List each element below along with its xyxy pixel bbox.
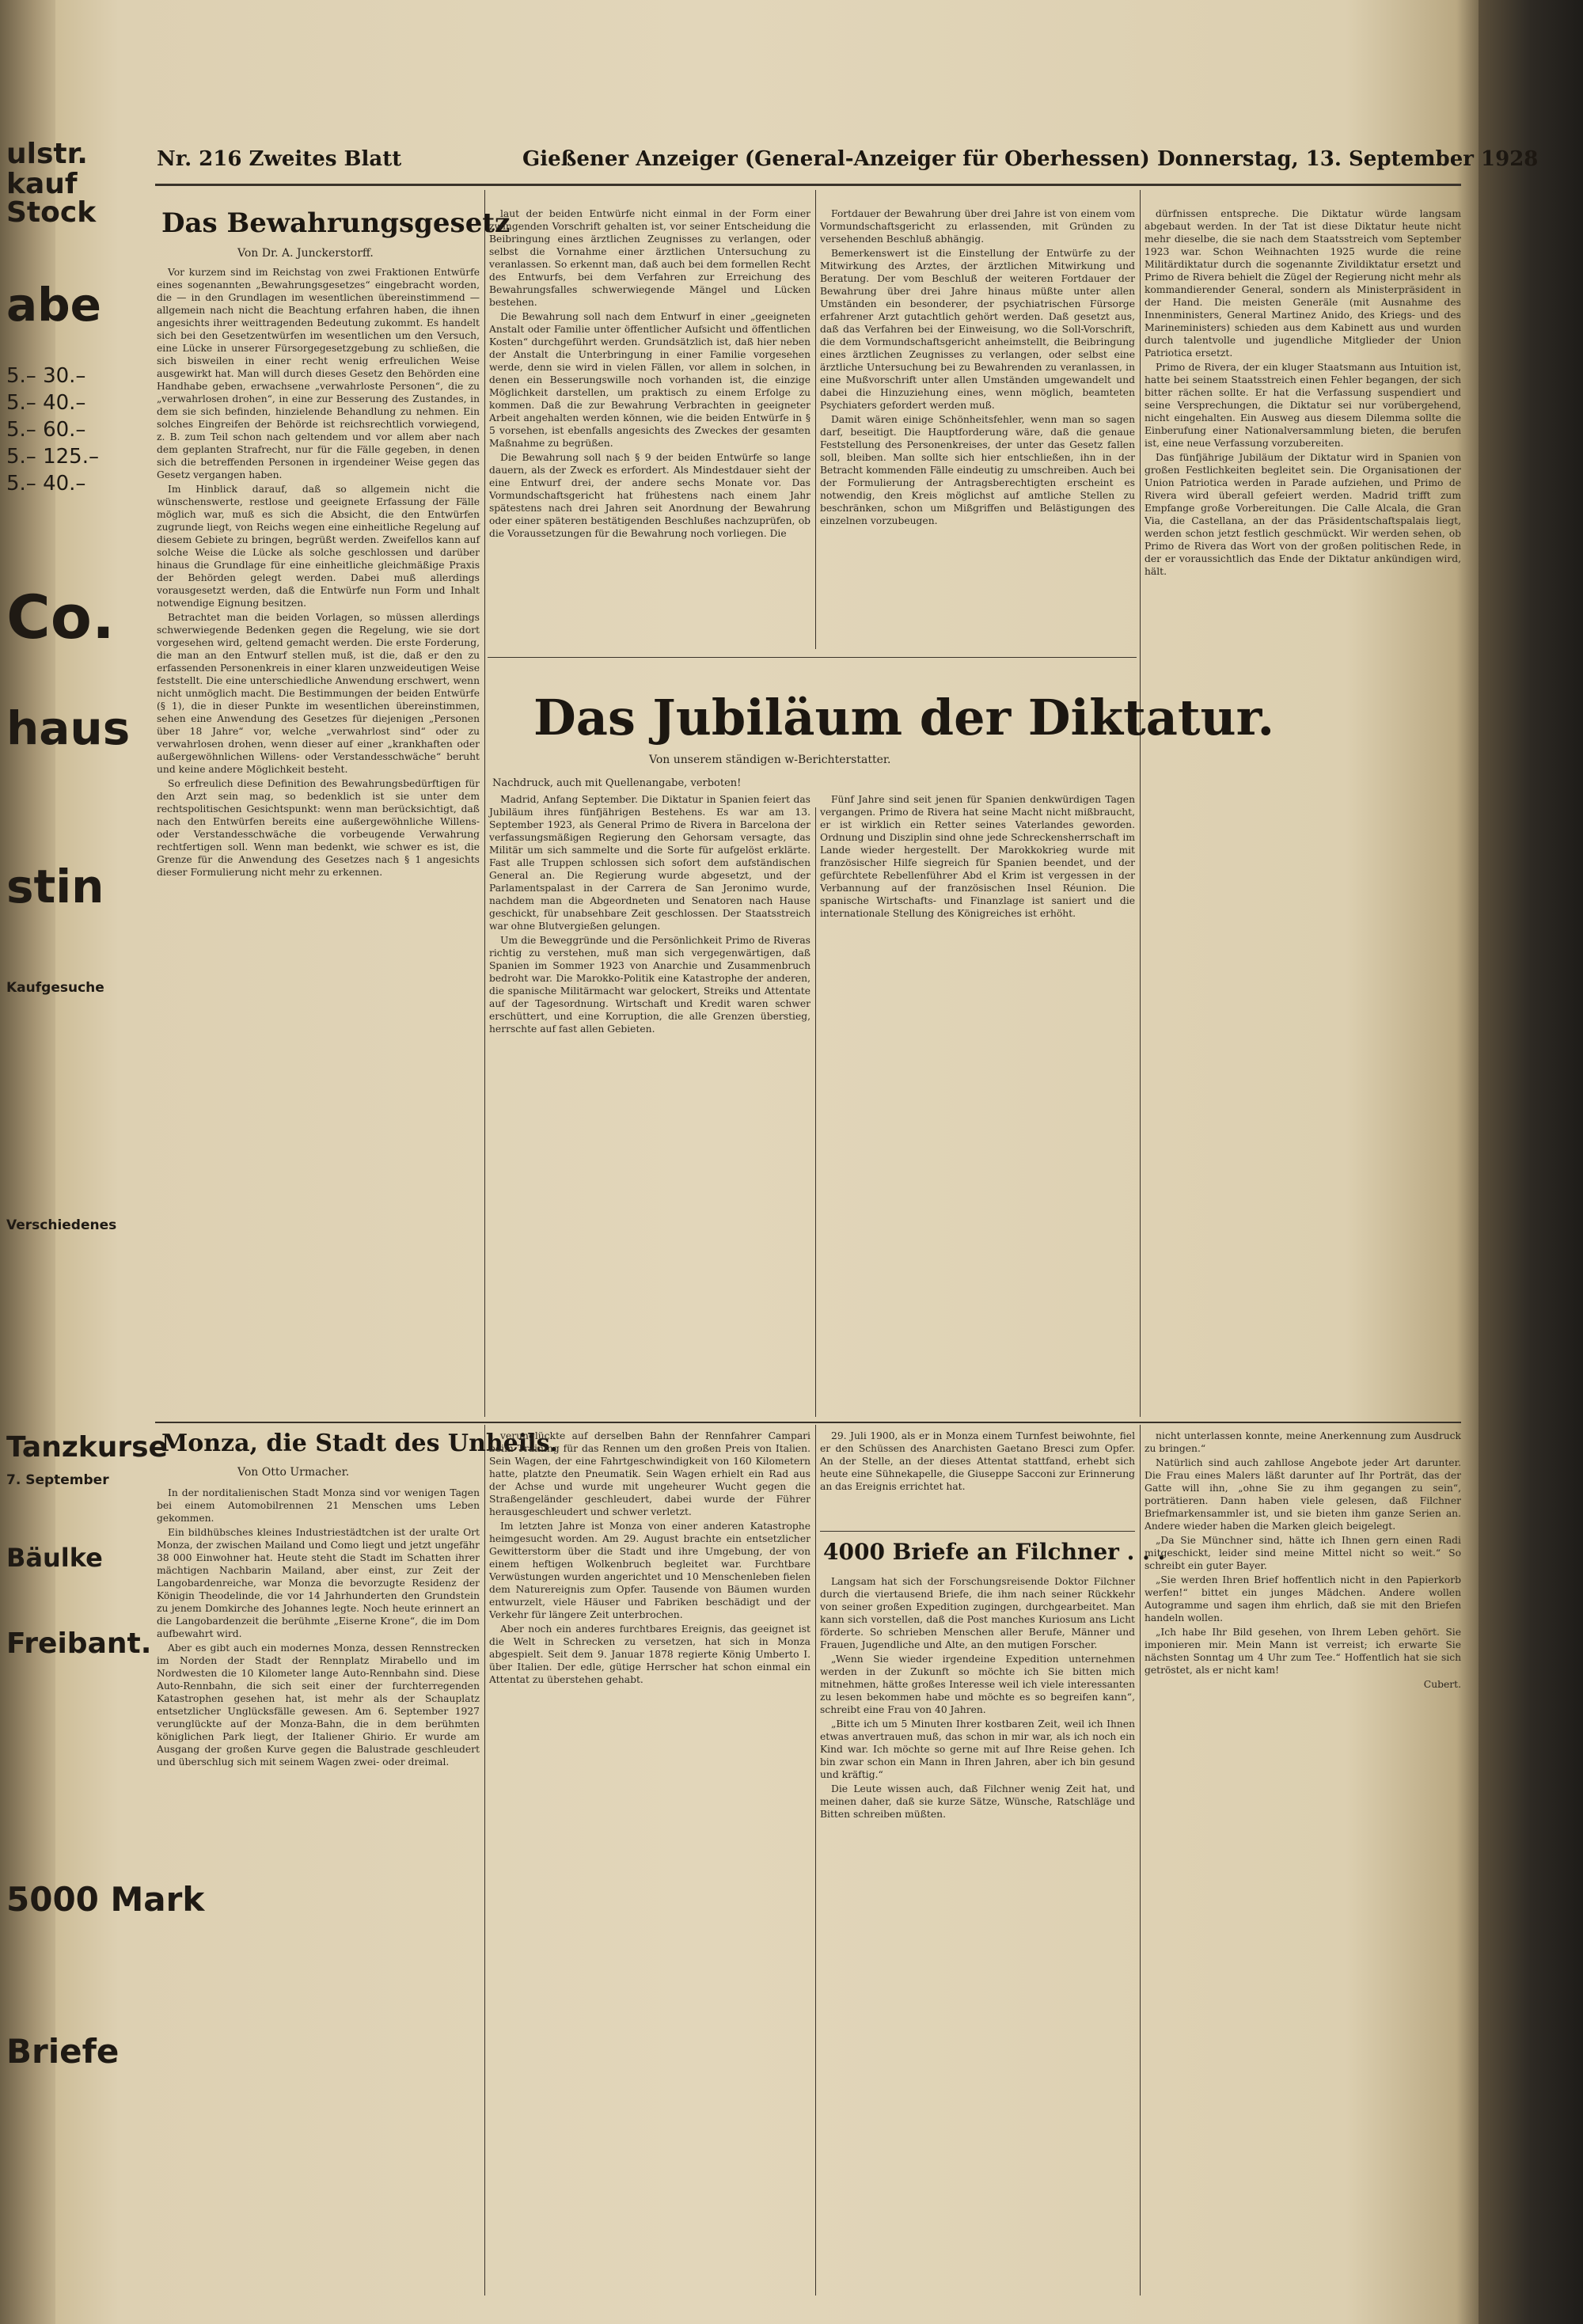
strip-text: 5000 Mark bbox=[6, 1880, 205, 1919]
reprint-note: Nachdruck, auch mit Quellenangabe, verboten! bbox=[492, 777, 742, 789]
article-paragraph: Um die Beweggründe und die Persönlichkeit Primo de Riveras richtig zu verstehen, muß man sich vergegenwärtigen, daß Spanien im Sommer 1923 von Anarchie und Zusammenbruch bedroht war. Die Marokko-Politik eine Katastrophe der anderen, die spanische Militärmacht war gelockert, Streiks und Attentate auf der Tagesordnung. Wirtschaft und Kredit waren schwer erschüttert, und eine Korruption, die alle Grenzen überstieg, herrschte auf fast allen Gebieten. bbox=[489, 935, 810, 1035]
article-separator bbox=[820, 1531, 1135, 1532]
strip-text: Tanzkurse bbox=[6, 1431, 168, 1464]
article-paragraph: „Ich habe Ihr Bild gesehen, von Ihrem Leben gehört. Sie imponieren mir. Mein Mann ist verreist; ich erwarte Sie nächsten Sonntag um 4 Uhr zum Tee.“ Hoffentlich hat sie sich getröstet, als er nicht kam! bbox=[1145, 1627, 1461, 1676]
article-body-filchner-cont bbox=[1145, 1430, 1461, 2278]
article-signature: Cubert. bbox=[1423, 1679, 1461, 1690]
article-paragraph: Das fünfjährige Jubiläum der Diktatur wird in Spanien von großen Festlichkeiten begleitet sein. Die Organisationen der Union Patriotica werden in Parade aufziehen, und Primo de Rivera wird überall gefeiert werden. Madrid trifft zum Empfange große Vorbereitungen. Die Calle Alcala, die Gran Via, die Castellana, an der das Präsidentschaftspalais liegt, werden schon jetzt festlich geschmückt. Wir werden sehen, ob Primo de Rivera das Wort von der großen politischen Rede, in der er voraussichtlich das Ende der Diktatur ankündigen wird, hält. bbox=[1145, 452, 1461, 577]
strip-text: abe bbox=[6, 278, 101, 332]
strip-text: Briefe bbox=[6, 2032, 120, 2071]
masthead-rule bbox=[155, 184, 1461, 186]
article-paragraph: Fortdauer der Bewahrung über drei Jahre ist von einem vom Vormundschaftsgericht zu erlassenden, mit Gründen zu versehenden Beschluß abhängig. bbox=[820, 208, 1135, 245]
strip-text: 5.– 60.– bbox=[6, 418, 86, 442]
article-paragraph: Die Bewahrung soll nach dem Entwurf in einer „geeigneten Anstalt oder Familie unter öffentlicher Aufsicht und öffentlichen Kosten“ durchgeführt werden. Grundsätzlich ist, daß hier neben der Anstalt die Unterbringung in einer Familie vorgesehen werde, denn sie wird in vielen Fällen, vor allem in solchen, in denen ein Besserungswille noch vorhanden ist, die einzige Möglichkeit darstellen, um praktisch zu einem Erfolge zu kommen. Daß die zur Bewahrung Verbrachten in geeigneter Arbeit angehalten werden können, wie die beiden Entwürfe in § 5 vorsehen, ist ebenfalls angesichts des Zweckes der gesamten Maßnahme zu begrüßen. bbox=[489, 311, 810, 449]
column-rule bbox=[484, 1425, 485, 2296]
article-body-bewahrungsgesetz-cont bbox=[489, 207, 810, 651]
article-title: Das Bewahrungsgesetz bbox=[161, 207, 511, 239]
article-paragraph: Vor kurzem sind im Reichstag von zwei Fraktionen Entwürfe eines sogenannten „Bewahrungsgesetzes“ eingebracht worden, die — in den Grundlagen im wesentlichen übereinstimmend — allgemein nach nicht die Beachtung erfahren haben, die ihnen angesichts ihrer weittragenden Bedeutung zukommt. Es handelt sich bei den Gesetzentwürfen im wesentlichen um den Versuch, eine Lücke in unserer Fürsorgegesetzgebung zu schließen, die sich bisweilen in einer recht wenig erfreulichen Weise ausgewirkt hat. Man will durch dieses Gesetz den Behörden eine Handhabe geben, erwachsene „verwahrloste Personen“, die zu „verwahrlosen drohen“, in eine zur Besserung des Zustandes, in dem sie sich befinden, hinzielende Behandlung zu nehmen. Ein solches Eingreifen der Behörde ist reichsrechtlich vorwiegend, z. B. zum Teil schon nach geltendem und vor allem aber nach dem geplanten Strafrecht, nur für die Fälle gegeben, in denen sich die betreffenden Personen in irgendeiner Weise gegen das Gesetz vergangen haben. bbox=[157, 267, 480, 480]
strip-text: haus bbox=[6, 701, 131, 755]
article-paragraph: Aber noch ein anderes furchtbares Ereignis, das geeignet ist die Welt in Schrecken zu versetzen, hat sich in Monza abgespielt. Seit dem 9. Januar 1878 regierte König Umberto I. über Italien. Der edle, gütige Herrscher hat schon einmal ein Attentat zu überstehen gehabt. bbox=[489, 1623, 810, 1685]
article-body-monza-cont bbox=[489, 1430, 810, 2278]
article-paragraph: „Sie werden Ihren Brief hoffentlich nicht in den Papierkorb werfen!“ bittet ein junges Mädchen. Andere wollen Autogramme und sagen ihm ehrlich, daß sie mit den Briefen handeln wollen. bbox=[1145, 1574, 1461, 1623]
strip-text: Bäulke bbox=[6, 1543, 103, 1573]
strip-text: 5.– 40.– bbox=[6, 472, 86, 496]
strip-text: Freibant. bbox=[6, 1627, 152, 1660]
section-rule bbox=[155, 1422, 1461, 1423]
strip-text: 5.– 40.– bbox=[6, 391, 86, 415]
article-byline: Von Otto Urmacher. bbox=[237, 1466, 350, 1479]
article-title: Monza, die Stadt des Unheils. bbox=[161, 1430, 558, 1457]
strip-text: Co. bbox=[6, 582, 115, 652]
article-body-monza-end bbox=[820, 1430, 1135, 1525]
article-title: 4000 Briefe an Filchner . . . bbox=[823, 1539, 1166, 1565]
article-paragraph: Fünf Jahre sind seit jenen für Spanien denkwürdigen Tagen vergangen. Primo de Rivera hat seine Macht nicht mißbraucht, er ist wirklich ein Retter seines Vaterlandes geworden. Ordnung und Disziplin sind ohne jede Schreckensherrschaft im Lande wieder hergestellt. Der Marokkokrieg wurde mit französischer Hilfe siegreich für Spanien beendet, und der gefürchtete Rebellenführer Abd el Krim ist vergessen in der Verbannung auf der französischen Insel Réunion. Die spanische Wirtschafts- und Finanzlage ist saniert und die internationale Stellung des Königreiches ist erhöht. bbox=[820, 794, 1135, 919]
article-paragraph: Im Hinblick darauf, daß so allgemein nicht die wünschenswerte, restlose und geeignete Erfassung der Fälle möglich war, muß es sich die Absicht, die den Entwürfen zugrunde liegt, von Reichs wegen eine einheitliche Regelung auf diesem Gebiete zu bringen, begrüßt werden. Zweifellos kann auf solche Weise die Lücke als solche geschlossen und darüber hinaus die Grundlage für eine einheitliche gleichmäßige Praxis der Behörden gelegt werden. Dabei muß allerdings vorausgesetzt werden, daß die Entwürfe nun Form und Inhalt notwendige Eignung besitzen. bbox=[157, 484, 480, 609]
article-paragraph: In der norditalienischen Stadt Monza sind vor wenigen Tagen bei einem Automobilrennen 21 Menschen ums Leben gekommen. bbox=[157, 1487, 480, 1524]
strip-text: Kaufgesuche bbox=[6, 980, 104, 996]
article-paragraph: Die Leute wissen auch, daß Filchner wenig Zeit hat, und meinen daher, daß sie kurze Sätze, Wünsche, Ratschläge und Bitten schreiben müßten. bbox=[820, 1783, 1135, 1820]
article-body-bewahrungsgesetz-cont2 bbox=[820, 207, 1135, 651]
strip-text: Verschiedenes bbox=[6, 1217, 117, 1233]
strip-text: 7. September bbox=[6, 1472, 109, 1488]
article-paragraph: Bemerkenswert ist die Einstellung der Entwürfe zu der Mitwirkung des Arztes, der ärztlichen Mitwirkung und Beratung. Der vom Beschluß der weiteren Fortdauer der Bewahrung über drei Jahre hinaus müßte unter allen Umständen ein besonderer, der psychiatrischen Fürsorge erfahrener Arzt gutachtlich gehört werden. Daß gesetzt aus, daß das Verfahren bei der Einweisung, wo die Soll-Vorschrift, die dem Vormundschaftsgericht anheimstellt, die Beibringung eines ärztlichen Zeugnisses zu verlangen, oder selbst eine ärztliche Untersuchung bei zu Bewahrenden zu veranlassen, in eine Mußvorschrift unter allen Umständen umgewandelt und dabei die Hinzuziehung eines, wenn möglich, beamteten Psychiaters gefordert werden muß. bbox=[820, 248, 1135, 411]
article-paragraph: Primo de Rivera, der ein kluger Staatsmann aus Intuition ist, hatte bei seinem Staatsstreich einen Fehler begangen, der sich bitter rächen sollte. Er hat die Verfassung suspendiert und seine Versprechungen, die Diktatur sei nur vorübergehend, nicht eingehalten. Ein Ausweg aus diesem Dilemma sollte die Einberufung einer Nationalversammlung bieten, die berufen ist, eine neue Verfassung vorzubereiten. bbox=[1145, 362, 1461, 449]
strip-text: stin bbox=[6, 860, 104, 913]
article-paragraph: So erfreulich diese Definition des Bewahrungsbedürftigen für den Arzt sein mag, so bedenklich ist sie unter dem rechtspolitischen Gesichtspunkt: wenn man berücksichtigt, daß nach den Entwürfen bereits eine außergewöhnliche Willens- oder Verstandesschwäche die vorbeugende Verwahrung rechtfertigen soll. Wenn man bedenkt, wie schwer es ist, die Grenze für die Anwendung des Gesetzes nach § 1 angesichts dieser Formulierung nicht mehr zu erkennen. bbox=[157, 778, 480, 878]
column-rule bbox=[815, 1425, 816, 2296]
column-rule bbox=[1140, 190, 1141, 1417]
article-paragraph: Betrachtet man die beiden Vorlagen, so müssen allerdings schwerwiegende Bedenken gegen die Regelung, wie sie dort vorgesehen wird, geltend gemacht werden. Die erste Forderung, die man an den Entwurf stellen muß, ist die, daß er den zu erfassenden Personenkreis in einer klaren unzweideutigen Weise feststellt. Die eine unterschiedliche Anwendung erschwert, wenn nicht unmöglich macht. Die Bestimmungen der beiden Entwürfe (§ 1), die in dieser Punkte im wesentlichen übereinstimmen, sehen eine Anwendung des Gesetzes für diejenigen „Personen über 18 Jahre“ vor, welche „verwahrlost sind“ oder zu verwahrlosen drohen, wenn dieser auf einer „krankhaften oder außergewöhnlichen Willens- oder Verstandesschwäche“ beruht und keine andere Möglichkeit besteht. bbox=[157, 612, 480, 775]
left-advertisement-strip bbox=[0, 138, 205, 2296]
article-paragraph: „Bitte ich um 5 Minuten Ihrer kostbaren Zeit, weil ich Ihnen etwas anvertrauen muß, das schon in mir war, als ich noch ein Kind war. Ich möchte so gerne mit auf Ihre Reise gehen. Ich bin zwar schon ein Mann in Ihren Jahren, aber ich bin gesund und kräftig.“ bbox=[820, 1718, 1135, 1780]
strip-text: 5.– 30.– bbox=[6, 364, 86, 388]
article-paragraph: laut der beiden Entwürfe nicht einmal in der Form einer zwingenden Vorschrift gehalten ist, vor seiner Entscheidung die Beibringung eines ärztlichen Zeugnisses zu verlangen, oder selbst die Vornahme einer ärztlichen Untersuchung zu veranlassen. So erkennt man, daß auch bei dem formellen Recht des Entwurfs, bei dem Verfahren zur Erreichung des Bewahrungsfalles schwerwiegende Mängel und Lücken bestehen. bbox=[489, 208, 810, 308]
article-headline: Das Jubiläum der Diktatur. bbox=[533, 689, 1275, 746]
article-byline: Von unserem ständigen w-Berichterstatter. bbox=[649, 754, 891, 766]
article-paragraph: Im letzten Jahre ist Monza von einer anderen Katastrophe heimgesucht worden. Am 29. August brachte ein entsetzlicher Gewitterstorm über die Stadt und ihre Umgebung, der von einem heftigen Wolkenbruch begleitet war. Furchtbare Verwüstungen wurden angerichtet und 10 Menschenleben fielen dem Naturereignis zum Opfer. Tausende von Bäumen wurden entwurzelt, viele Häuser und Fabriken beschädigt und der Verkehr für längere Zeit unterbrochen. bbox=[489, 1521, 810, 1620]
strip-text: kauf bbox=[6, 168, 78, 200]
article-paragraph: Aber es gibt auch ein modernes Monza, dessen Rennstrecken im Norden der Stadt der Rennplatz Mirabello und im Nordwesten die 10 Kilometer lange Auto-Rennbahn sind. Diese Auto-Rennbahn, die sich seit einer der furchterregenden Katastrophen gesehen hat, ist mehr als der Schauplatz entsetzlicher Unglücksfälle gewesen. Am 6. September 1927 verunglückte auf der Monza-Bahn, die in dem berühmten königlichen Park liegt, der Italiener Ghirio. Er wurde am Ausgang der großen Kurve gegen die Balustrade geschleudert und überschlug sich mit seinem Wagen zwei- oder dreimal. bbox=[157, 1642, 480, 1768]
article-paragraph: Die Bewahrung soll nach § 9 der beiden Entwürfe so lange dauern, als der Zweck es erfordert. Als Mindestdauer sieht der eine Entwurf drei, der andere sechs Monate vor. Das Vormundschaftsgericht hat frühestens nach einem Jahr spätestens nach drei Jahren seit Anordnung der Bewahrung oder einer späteren bestätigenden Beschlußes nachzuprüfen, ob die Voraussetzungen für die Bewahrung noch vorliegen. Die bbox=[489, 452, 810, 539]
article-paragraph: nicht unterlassen konnte, meine Anerkennung zum Ausdruck zu bringen.“ bbox=[1145, 1430, 1461, 1454]
article-body-diktatur-cont bbox=[1145, 207, 1461, 1415]
article-body-filchner bbox=[820, 1575, 1135, 2278]
strip-text: Stock bbox=[6, 196, 97, 229]
column-rule bbox=[815, 190, 816, 649]
article-paragraph: Langsam hat sich der Forschungsreisende Doktor Filchner durch die viertausend Briefe, die ihm nach seiner Rückkehr von seiner großen Expedition zugingen, durchgearbeitet. Man kann sich vorstellen, daß die Post manches Kuriosum ans Licht förderte. So schrieben Menschen aller Berufe, Männer und Frauen, Jugendliche und Alte, an den mutigen Forscher. bbox=[820, 1576, 1135, 1650]
article-body-diktatur-2 bbox=[820, 793, 1135, 1415]
article-paragraph: dürfnissen entspreche. Die Diktatur würde langsam abgebaut werden. In der Tat ist diese Diktatur heute nicht mehr dieselbe, die sie nach dem Staatsstreich vom September 1923 war. Schon Weihnachten 1925 wurde die reine Militärdiktatur durch die sogenannte Zivildiktatur ersetzt und Primo de Rivera behielt die Zügel der Regierung nicht mehr als kommandierender General, sondern als Ministerpräsident in der Hand. Die meisten Generäle (mit Ausnahme des Innenministers, General Martinez Anido, des Kriegs- und des Marineministers) schieden aus dem Kabinett aus und wurden durch talentvolle und jugendliche Mitglieder der Union Patriotica ersetzt. bbox=[1145, 208, 1461, 359]
page-edge-stack bbox=[1479, 0, 1583, 2324]
issue-date: Donnerstag, 13. September 1928 bbox=[1157, 147, 1539, 171]
article-paragraph: Ein bildhübsches kleines Industriestädtchen ist der uralte Ort Monza, der zwischen Mailand und Como liegt und jetzt ungefähr 38 000 Einwohner hat. Heute steht die Stadt im Schatten ihrer mächtigen Nachbarin Mailand, aber einst, zur Zeit der Langobardenreiche, war Monza die bevorzugte Residenz der Königin Theodelinde, die vor 14 Jahrhunderten den Grundstein zu jenem Domkirche des Johannes legte. Noch heute erinnert an die Langobardenzeit die berühmte „Eiserne Krone“, die im Dom aufbewahrt wird. bbox=[157, 1527, 480, 1639]
newspaper-title: Gießener Anzeiger (General-Anzeiger für Oberhessen) bbox=[522, 147, 1150, 171]
article-body-bewahrungsgesetz bbox=[157, 266, 480, 1415]
headline-rule bbox=[488, 657, 1137, 658]
article-body-monza bbox=[157, 1487, 480, 2278]
article-paragraph: „Da Sie Münchner sind, hätte ich Ihnen gern einen Radi mitgeschickt, leider sind meine Mittel nicht so weit.“ So schreibt ein guter Bayer. bbox=[1145, 1535, 1461, 1571]
article-paragraph: verunglückte auf derselben Bahn der Rennfahrer Campari beim Training für das Rennen um den großen Preis von Italien. Sein Wagen, der eine Fahrtgeschwindigkeit von 160 Kilometern hatte, platzte den Pneumatik. Sein Wagen erhielt ein Rad aus der Achse und wurde mit ungeheurer Wucht gegen die Straßengeländer geschleudert, dabei wurde der Führer herausgeschleudert und schwer verletzt. bbox=[489, 1430, 810, 1517]
article-paragraph: Madrid, Anfang September. Die Diktatur in Spanien feiert das Jubiläum ihres fünfjährigen Bestehens. Es war am 13. September 1923, als General Primo de Rivera in Barcelona der verfassungsmäßigen Regierung den Gehorsam versagte, das Militär um sich sammelte und die Sorte für aufgelöst erklärte. Fast alle Truppen schlossen sich sofort dem aufständischen General an. Die Regierung wurde abgesetzt, und der Parlamentspalast in der Carrera de San Jeronimo wurde, nachdem man die Abgeordneten und Senatoren nach Hause geschickt, für unabsehbare Zeit geschlossen. Der Staatsstreich war ohne Blutvergießen gelungen. bbox=[489, 794, 810, 932]
article-paragraph: Natürlich sind auch zahllose Angebote jeder Art darunter. Die Frau eines Malers läßt darunter auf Ihr Porträt, das der Gatte will ihn, „ohne Sie zu ihm gegangen zu sein“, porträtieren. Dann haben viele gelesen, daß Filchner Briefmarkensammler ist, und sie bieten ihm ganze Serien an. Andere wieder haben die Marken gleich beigelegt. bbox=[1145, 1457, 1461, 1532]
strip-text: ulstr. bbox=[6, 138, 88, 170]
issue-number: Nr. 216 Zweites Blatt bbox=[157, 147, 402, 171]
article-paragraph: 29. Juli 1900, als er in Monza einem Turnfest beiwohnte, fiel er den Schüssen des Anarchisten Gaetano Bresci zum Opfer. An der Stelle, an der dieses Attentat stattfand, erhebt sich heute eine Sühnekapelle, die Giuseppe Sacconi zur Erinnerung an das Ereignis errichtet hat. bbox=[820, 1430, 1135, 1492]
article-body-diktatur bbox=[489, 793, 810, 1415]
strip-text: 5.– 125.– bbox=[6, 445, 99, 469]
column-rule bbox=[484, 190, 485, 1417]
article-paragraph: Damit wären einige Schönheitsfehler, wenn man so sagen darf, beseitigt. Die Hauptforderung wäre, daß die genaue Feststellung des Personenkreises, der unter das Gesetz fallen soll, bleiben. Man sollte sich hier entschließen, ihn in der Betracht kommenden Fälle eindeutig zu umschreiben. Auch bei der Formulierung der Antragsberechtigten erscheint es notwendig, den Kreis möglichst auf amtliche Stellen zu beschränken, schon um Mißgriffen und Belästigungen des einzelnen vorzubeugen. bbox=[820, 414, 1135, 526]
article-byline: Von Dr. A. Junckerstorff. bbox=[237, 247, 374, 260]
column-rule bbox=[815, 807, 816, 1417]
article-paragraph: „Wenn Sie wieder irgendeine Expedition unternehmen werden in der Zukunft so möchte ich Sie bitten mich mitnehmen, hätte großes Interesse weil ich viele interessanten zu lesen bekommen habe und möchte es so begreifen kann“, schreibt eine Frau von 40 Jahren. bbox=[820, 1654, 1135, 1715]
